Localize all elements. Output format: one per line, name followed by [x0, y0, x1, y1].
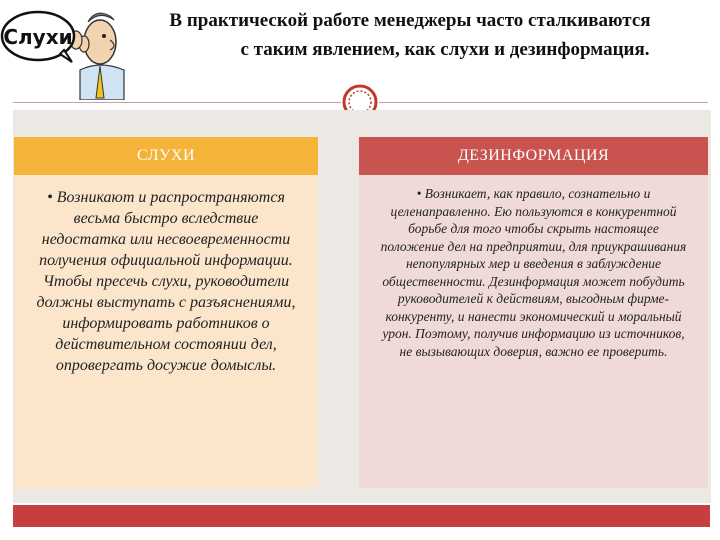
divider-left — [13, 102, 341, 103]
svg-text:Слухи: Слухи — [3, 25, 73, 49]
page-title — [100, 6, 720, 64]
rumors-text: • Возникают и распространяются весьма быстро вследствие недостатка или несвоевременности получения официальной информации. Чтобы пресечь слухи, руководители должны выступать с разъяснениями, информировать работников о действительном состоянии дел, опровергать досужие домыслы. — [14, 175, 318, 488]
disinformation-text: • Возникает, как правило, сознательно и целенаправленно. Ею пользуются в конкурентной борьбе для того чтобы скрыть настоящее положение дел на предприятии, для приукрашивания непопулярных мер и введения в заблуждение общественности. Дезинформация может побудить руководителей к действиям, выгодным фирме-конкуренту, и нанести экономический и моральный урон. Поэтому, получив информацию из источников, не вызывающих доверия, важно ее проверить. — [359, 175, 708, 488]
title-line-1: В практической работе менеджеры часто сталкиваются — [169, 10, 651, 31]
title-line-2: с таким явлением, как слухи и дезинформация. — [240, 39, 650, 60]
rumors-header: СЛУХИ — [14, 137, 318, 175]
bottom-bar — [13, 505, 710, 527]
divider-right — [379, 102, 708, 103]
disinformation-header: ДЕЗИНФОРМАЦИЯ — [359, 137, 708, 175]
